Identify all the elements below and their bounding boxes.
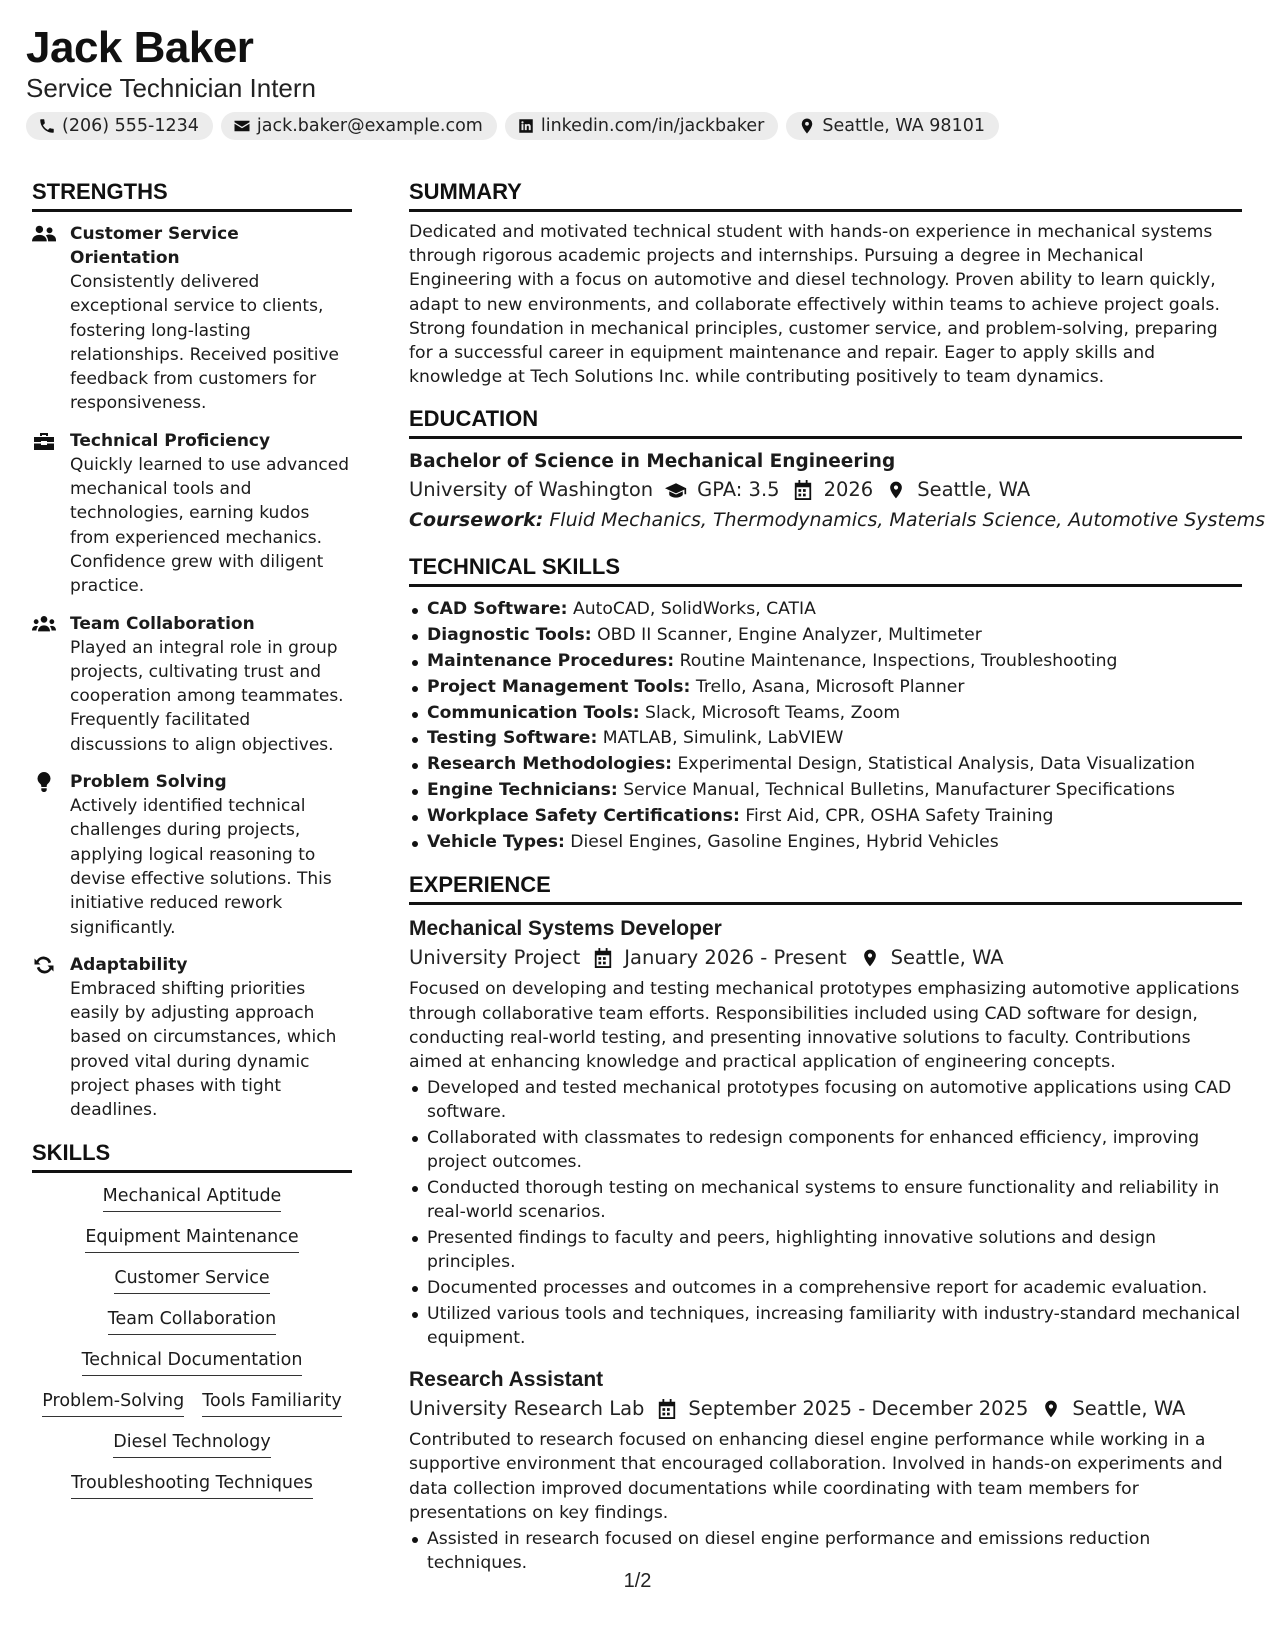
- skill-tag: Diesel Technology: [113, 1429, 270, 1458]
- job-bullets: [409, 1527, 1242, 1575]
- left-column: [32, 178, 352, 1499]
- list-item: [409, 726, 1242, 752]
- list-item: Conducted thorough testing on mechanical systems to ensure functionality and reliability in real-world scenarios.: [409, 1176, 1242, 1224]
- team-icon: [32, 614, 56, 634]
- tech-skill-label: Project Management Tools:: [427, 676, 691, 697]
- experience-heading: EXPERIENCE: [409, 871, 1242, 905]
- list-item: [409, 675, 1242, 701]
- strength-desc: Quickly learned to use advanced mechanical tools and technologies, earning kudos from experienced mechanics. Confidence grew with diligent practice.: [70, 454, 349, 597]
- location-text: Seattle, WA 98101: [822, 116, 985, 136]
- summary-text: Dedicated and motivated technical student with hands-on experience in mechanical systems through rigorous academic projects and internships. Pursuing a degree in Mechanical Engineering with a focus on automotive and diesel technology. Proven ability to learn quickly, adapt to new environments, and collaborate effectively within teams to achieve project goals. Strong foundation in mechanical principles, customer service, and problem-solving, preparing for a successful career in equipment maintenance and repair. Eager to apply skills and knowledge at Tech Solutions Inc. while contributing positively to team dynamics.: [409, 222, 1220, 388]
- map-pin-icon: [798, 117, 816, 135]
- tech-skill-value: Diesel Engines, Gasoline Engines, Hybrid Vehicles: [570, 831, 999, 852]
- skills-list: [32, 1183, 352, 1499]
- strength-desc: Consistently delivered exceptional service to clients, fostering long-lasting relationships. Received positive feedback from customers for responsiveness.: [70, 272, 340, 414]
- tech-skill-value: OBD II Scanner, Engine Analyzer, Multimeter: [597, 625, 982, 646]
- technical-skills-heading: TECHNICAL SKILLS: [409, 553, 1242, 587]
- strength-item: [32, 612, 352, 757]
- tech-skill-label: Workplace Safety Certifications:: [427, 805, 740, 826]
- map-pin-icon: [1040, 1399, 1062, 1419]
- contact-linkedin[interactable]: [505, 112, 778, 140]
- job-dates: January 2026 - Present: [624, 946, 847, 970]
- strength-desc: Played an integral role in group projects, cultivating trust and cooperation among teammates. Frequently facilitated discussions to align objectives.: [70, 637, 344, 755]
- linkedin-text: linkedin.com/in/jackbaker: [540, 116, 765, 136]
- education-meta: [409, 475, 1242, 505]
- skill-tag: Problem-Solving: [42, 1388, 184, 1417]
- list-item: Documented processes and outcomes in a comprehensive report for academic evaluation.: [409, 1276, 1242, 1300]
- list-item: Assisted in research focused on diesel engine performance and emissions reduction techniques.: [409, 1527, 1242, 1575]
- skill-tag: Technical Documentation: [82, 1347, 303, 1376]
- list-item: [409, 623, 1242, 649]
- strength-item: [32, 429, 352, 599]
- job-meta: [409, 1394, 1242, 1424]
- list-item: [409, 830, 1242, 856]
- strength-title: Technical Proficiency: [70, 430, 271, 451]
- graduation-year: 2026: [823, 478, 874, 502]
- strength-title: Customer Service Orientation: [70, 224, 239, 268]
- summary-heading: SUMMARY: [409, 178, 1242, 212]
- strength-title: Problem Solving: [70, 772, 227, 793]
- strength-desc: Embraced shifting priorities easily by adjusting approach based on circumstances, which proved vital during dynamic project phases with tight deadlines.: [70, 978, 337, 1121]
- calendar-icon: [792, 480, 814, 500]
- job-dates: September 2025 - December 2025: [688, 1397, 1029, 1421]
- strength-title: Adaptability: [70, 954, 188, 975]
- tech-skill-label: Research Methodologies:: [427, 754, 673, 775]
- list-item: Presented findings to faculty and peers, highlighting innovative solutions and design principles.: [409, 1226, 1242, 1274]
- tech-skill-label: Engine Technicians:: [427, 780, 618, 800]
- job-title: Mechanical Systems Developer: [409, 917, 722, 941]
- skill-tag: Equipment Maintenance: [85, 1224, 298, 1253]
- strengths-heading: STRENGTHS: [32, 178, 352, 212]
- list-item: [409, 597, 1242, 623]
- job-org: University Research Lab: [409, 1397, 645, 1421]
- list-item: [409, 804, 1242, 830]
- tech-skill-value: MATLAB, Simulink, LabVIEW: [602, 728, 844, 749]
- map-pin-icon: [885, 480, 907, 500]
- degree-title: Bachelor of Science in Mechanical Engineering: [409, 451, 896, 473]
- resume-header: [26, 22, 1246, 140]
- list-item: Developed and tested mechanical prototypes focusing on automotive applications using CAD software.: [409, 1076, 1242, 1124]
- coursework-label: Coursework:: [409, 509, 544, 532]
- list-item: [409, 778, 1242, 804]
- phone-text: (206) 555-1234: [62, 116, 199, 136]
- job-description: Focused on developing and testing mechanical prototypes emphasizing automotive applications through collaborative team efforts. Responsibilities included using CAD software for design, conducting real-world testing, and presenting innovative solutions to faculty. Contributions aimed at enhancing knowledge and practical application of engineering concepts.: [409, 979, 1240, 1072]
- skill-tag: Team Collaboration: [108, 1306, 276, 1335]
- tech-skill-value: Slack, Microsoft Teams, Zoom: [645, 702, 901, 723]
- users-icon: [32, 224, 56, 244]
- tech-skill-label: Maintenance Procedures:: [427, 651, 675, 672]
- strength-item: [32, 770, 352, 940]
- tech-skill-label: Vehicle Types:: [427, 831, 565, 852]
- job-meta: [409, 943, 1242, 973]
- tech-skill-value: Trello, Asana, Microsoft Planner: [695, 676, 965, 697]
- job-title: Research Assistant: [409, 1368, 604, 1392]
- calendar-icon: [592, 948, 614, 968]
- contact-email[interactable]: [221, 112, 497, 140]
- toolbox-icon: [32, 431, 56, 451]
- strength-desc: Actively identified technical challenges during projects, applying logical reasoning to devise effective solutions. This initiative reduced rework significantly.: [70, 796, 332, 938]
- strength-title: Team Collaboration: [70, 613, 255, 634]
- email-text: jack.baker@example.com: [256, 116, 483, 136]
- skill-tag: Mechanical Aptitude: [103, 1183, 282, 1212]
- list-item: [409, 752, 1242, 778]
- education-location: Seattle, WA: [917, 478, 1031, 502]
- tech-skill-value: Experimental Design, Statistical Analysis, Data Visualization: [677, 754, 1196, 775]
- phone-icon: [38, 117, 56, 135]
- technical-skills-list: [409, 597, 1242, 855]
- skill-tag: Troubleshooting Techniques: [71, 1470, 313, 1499]
- linkedin-icon: [517, 117, 535, 135]
- job-location: Seattle, WA: [890, 946, 1004, 970]
- job-location: Seattle, WA: [1072, 1397, 1186, 1421]
- calendar-icon: [656, 1399, 678, 1419]
- candidate-name: Jack Baker: [26, 23, 254, 72]
- sync-icon: [32, 955, 56, 975]
- job-description: Contributed to research focused on enhancing diesel engine performance while working in a supportive environment that encouraged collaboration. Involved in hands-on experiments and data collection improved documentations while coordinating with team members for presentations on key findings.: [409, 1430, 1223, 1523]
- strength-item: [32, 222, 352, 416]
- school-name: University of Washington: [409, 478, 654, 502]
- lightbulb-icon: [32, 772, 56, 792]
- tech-skill-label: CAD Software:: [427, 599, 568, 620]
- envelope-icon: [233, 117, 251, 135]
- graduation-cap-icon: [665, 480, 687, 500]
- gpa-text: GPA: 3.5: [697, 478, 780, 502]
- page-number: 1/2: [623, 1570, 652, 1592]
- tech-skill-value: Service Manual, Technical Bulletins, Manufacturer Specifications: [623, 780, 1175, 800]
- right-column: [409, 178, 1265, 1591]
- skills-heading: SKILLS: [32, 1139, 352, 1173]
- job-org: University Project: [409, 946, 581, 970]
- tech-skill-label: Communication Tools:: [427, 702, 640, 723]
- skill-tag: Customer Service: [114, 1265, 269, 1294]
- tech-skill-value: Routine Maintenance, Inspections, Troubleshooting: [679, 651, 1118, 672]
- list-item: Utilized various tools and techniques, increasing familiarity with industry-standard mechanical equipment.: [409, 1302, 1242, 1350]
- coursework-text: Fluid Mechanics, Thermodynamics, Materials Science, Automotive Systems: [549, 509, 1265, 532]
- coursework-line: [409, 505, 1265, 535]
- contact-bar: [26, 112, 1246, 140]
- tech-skill-label: Diagnostic Tools:: [427, 625, 592, 646]
- strength-item: [32, 953, 352, 1123]
- map-pin-icon: [859, 948, 881, 968]
- list-item: [409, 649, 1242, 675]
- tech-skill-label: Testing Software:: [427, 728, 598, 749]
- skill-tag: Tools Familiarity: [202, 1388, 342, 1417]
- tech-skill-value: First Aid, CPR, OSHA Safety Training: [745, 805, 1054, 826]
- candidate-role: Service Technician Intern: [26, 73, 317, 103]
- tech-skill-value: AutoCAD, SolidWorks, CATIA: [573, 599, 816, 620]
- job-bullets: [409, 1076, 1242, 1350]
- contact-phone[interactable]: [26, 112, 213, 140]
- education-heading: EDUCATION: [409, 405, 1242, 439]
- list-item: [409, 701, 1242, 727]
- list-item: Collaborated with classmates to redesign components for enhanced efficiency, improving project outcomes.: [409, 1126, 1242, 1174]
- contact-location: [786, 112, 999, 140]
